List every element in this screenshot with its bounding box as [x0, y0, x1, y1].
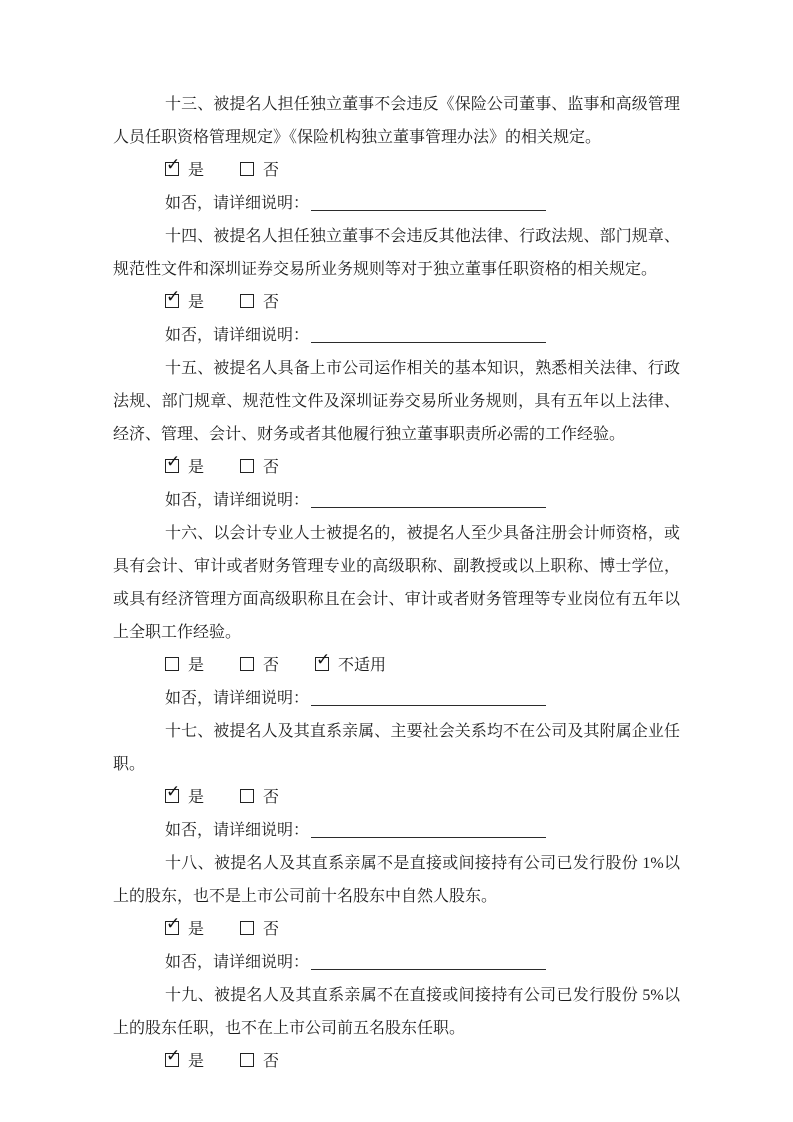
checkbox-yes-icon[interactable] — [165, 294, 179, 308]
checkbox-yes-icon[interactable] — [165, 1053, 179, 1067]
item-number: 十六、 — [165, 525, 214, 542]
options-row — [113, 649, 680, 682]
option-not-applicable[interactable] — [315, 649, 386, 682]
followup-label: 如否，请详细说明： — [165, 327, 310, 344]
item-17 — [113, 715, 680, 847]
followup-row — [113, 814, 680, 847]
options-row — [113, 154, 680, 187]
option-no[interactable] — [240, 154, 279, 187]
option-no[interactable] — [240, 913, 279, 946]
item-19 — [113, 979, 680, 1078]
item-15 — [113, 352, 680, 517]
item-number: 十九、 — [165, 987, 214, 1004]
item-text: 被提名人担任独立董事不会违反《保险公司董事、监事和高级管理人员任职资格管理规定》《保险机构独立董事管理办法》的相关规定。 — [113, 96, 680, 146]
item-text: 被提名人及其直系亲属、主要社会关系均不在公司及其附属企业任职。 — [113, 723, 680, 773]
checkbox-no-icon[interactable] — [240, 162, 254, 176]
item-text: 被提名人担任独立董事不会违反其他法律、行政法规、部门规章、规范性文件和深圳证券交易所业务规则等对于独立董事任职资格的相关规定。 — [113, 228, 680, 278]
option-label: 是 — [188, 294, 205, 311]
option-label: 是 — [188, 162, 205, 179]
followup-row — [113, 484, 680, 517]
option-yes[interactable] — [165, 913, 204, 946]
followup-label: 如否，请详细说明： — [165, 492, 310, 509]
option-yes[interactable] — [165, 286, 204, 319]
checkbox-yes-icon[interactable] — [165, 921, 179, 935]
checkbox-not-applicable-icon[interactable] — [315, 657, 329, 671]
option-label: 否 — [263, 162, 280, 179]
item-text: 被提名人及其直系亲属不在直接或间接持有公司已发行股份 5%以上的股东任职，也不在上市公司前五名股东任职。 — [113, 987, 680, 1037]
option-yes[interactable] — [165, 649, 204, 682]
checkbox-yes-icon[interactable] — [165, 162, 179, 176]
option-label: 否 — [263, 789, 280, 806]
item-13 — [113, 88, 680, 220]
checkbox-yes-icon[interactable] — [165, 459, 179, 473]
explanation-blank-line[interactable] — [311, 824, 546, 838]
option-no[interactable] — [240, 451, 279, 484]
checkbox-no-icon[interactable] — [240, 789, 254, 803]
option-no[interactable] — [240, 286, 279, 319]
item-text: 以会计专业人士被提名的，被提名人至少具备注册会计师资格，或具有会计、审计或者财务管理专业的高级职称、副教授或以上职称、博士学位，或具有经济管理方面高级职称且在会计、审计或者财务管理等专业岗位有五年以上全职工作经验。 — [113, 525, 680, 641]
explanation-blank-line[interactable] — [311, 329, 546, 343]
followup-label: 如否，请详细说明： — [165, 954, 310, 971]
checkbox-yes-icon[interactable] — [165, 657, 179, 671]
option-label: 是 — [188, 1053, 205, 1070]
options-row — [113, 451, 680, 484]
explanation-blank-line[interactable] — [311, 494, 546, 508]
option-label: 否 — [263, 921, 280, 938]
followup-row — [113, 682, 680, 715]
options-row — [113, 286, 680, 319]
option-yes[interactable] — [165, 451, 204, 484]
options-row — [113, 1045, 680, 1078]
item-number: 十四、 — [165, 228, 214, 245]
followup-label: 如否，请详细说明： — [165, 822, 310, 839]
followup-row — [113, 319, 680, 352]
option-label: 是 — [188, 657, 205, 674]
checkbox-no-icon[interactable] — [240, 459, 254, 473]
checkbox-yes-icon[interactable] — [165, 789, 179, 803]
option-label: 不适用 — [338, 657, 387, 674]
checkbox-no-icon[interactable] — [240, 921, 254, 935]
checkbox-no-icon[interactable] — [240, 1053, 254, 1067]
item-paragraph — [113, 715, 680, 781]
item-number: 十三、 — [165, 96, 214, 113]
option-no[interactable] — [240, 1045, 279, 1078]
option-yes[interactable] — [165, 1045, 204, 1078]
option-label: 是 — [188, 789, 205, 806]
item-paragraph — [113, 88, 680, 154]
followup-row — [113, 187, 680, 220]
option-yes[interactable] — [165, 781, 204, 814]
followup-label: 如否，请详细说明： — [165, 690, 310, 707]
item-number: 十八、 — [165, 855, 214, 872]
option-label: 否 — [263, 459, 280, 476]
option-no[interactable] — [240, 781, 279, 814]
followup-label: 如否，请详细说明： — [165, 195, 310, 212]
item-text: 被提名人具备上市公司运作相关的基本知识，熟悉相关法律、行政法规、部门规章、规范性文件及深圳证券交易所业务规则，具有五年以上法律、经济、管理、会计、财务或者其他履行独立董事职责所必需的工作经验。 — [113, 360, 680, 443]
options-row — [113, 913, 680, 946]
item-paragraph — [113, 517, 680, 649]
item-paragraph — [113, 979, 680, 1045]
explanation-blank-line[interactable] — [311, 197, 546, 211]
explanation-blank-line[interactable] — [311, 692, 546, 706]
item-paragraph — [113, 847, 680, 913]
item-14 — [113, 220, 680, 352]
option-yes[interactable] — [165, 154, 204, 187]
item-number: 十七、 — [165, 723, 214, 740]
option-label: 否 — [263, 1053, 280, 1070]
item-text: 被提名人及其直系亲属不是直接或间接持有公司已发行股份 1%以上的股东，也不是上市公司前十名股东中自然人股东。 — [113, 855, 680, 905]
explanation-blank-line[interactable] — [311, 956, 546, 970]
item-paragraph — [113, 352, 680, 451]
option-label: 是 — [188, 921, 205, 938]
checkbox-no-icon[interactable] — [240, 657, 254, 671]
item-16 — [113, 517, 680, 715]
followup-row — [113, 946, 680, 979]
options-row — [113, 781, 680, 814]
item-paragraph — [113, 220, 680, 286]
checkbox-no-icon[interactable] — [240, 294, 254, 308]
option-label: 是 — [188, 459, 205, 476]
option-label: 否 — [263, 657, 280, 674]
item-18 — [113, 847, 680, 979]
option-no[interactable] — [240, 649, 279, 682]
option-label: 否 — [263, 294, 280, 311]
item-number: 十五、 — [165, 360, 214, 377]
